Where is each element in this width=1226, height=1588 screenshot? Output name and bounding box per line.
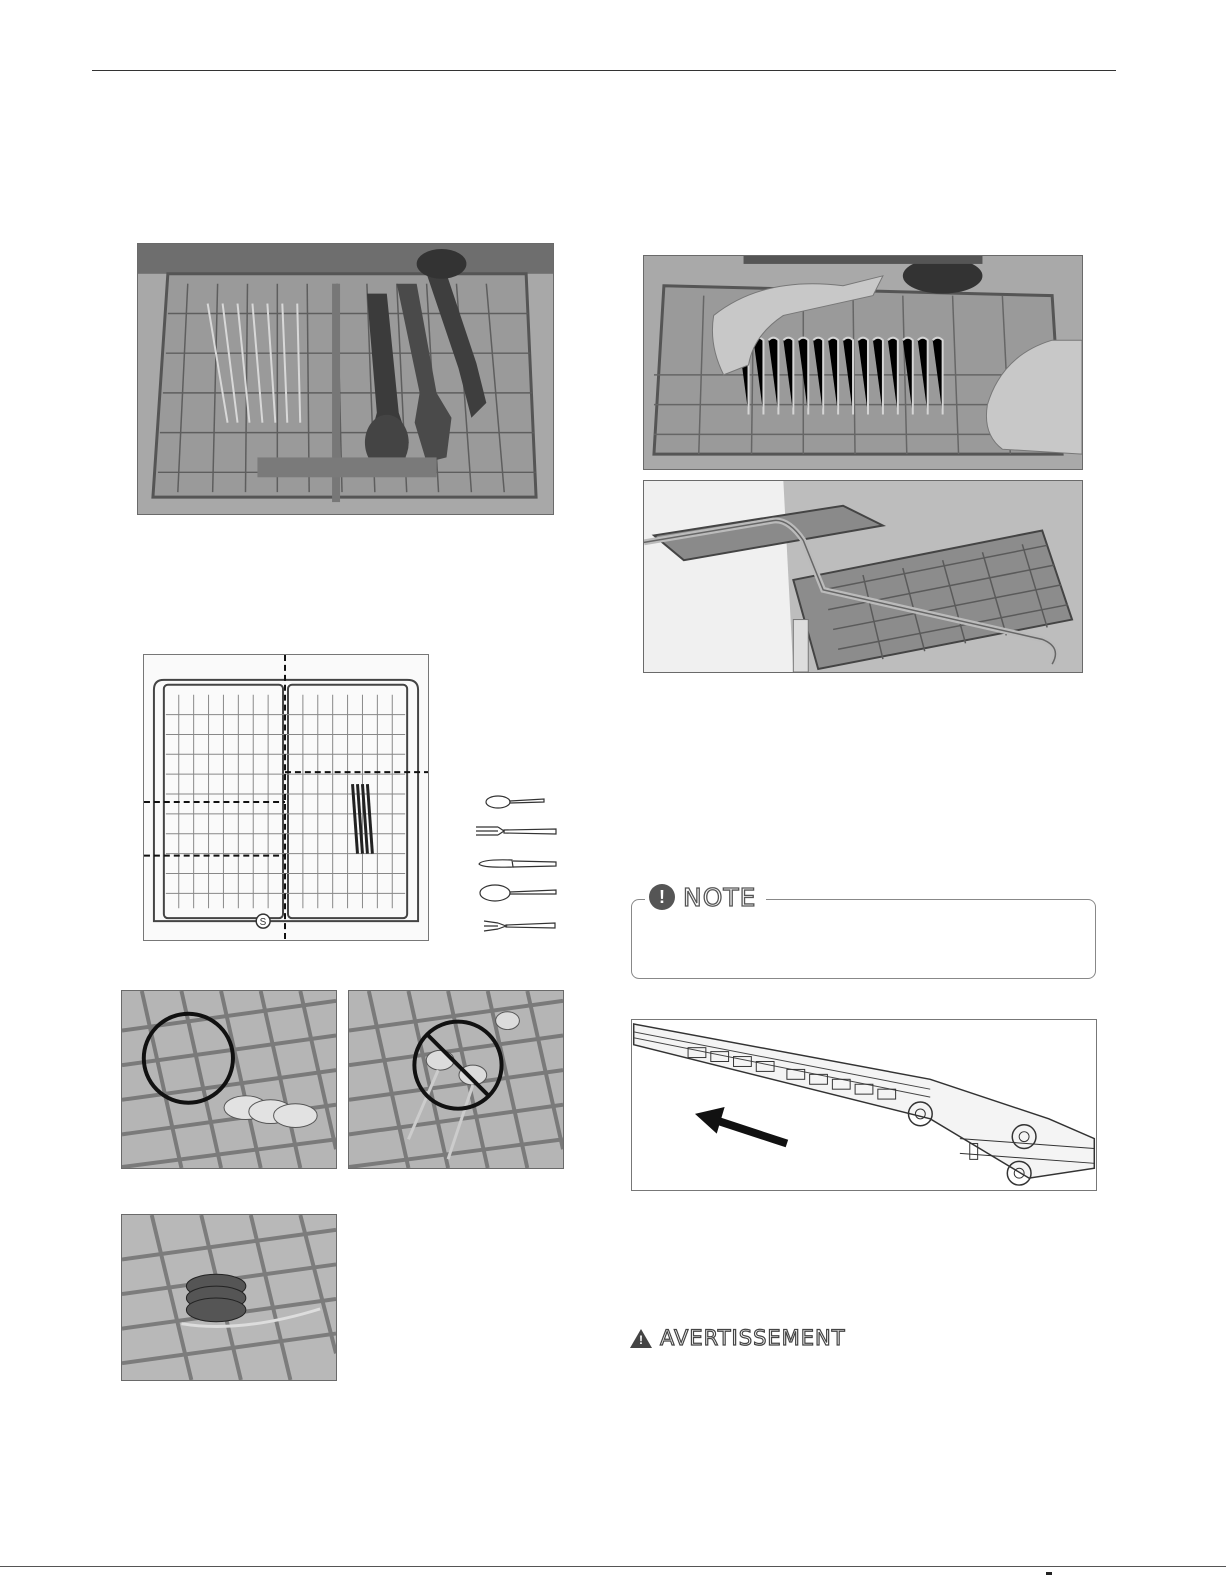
photo-incorrect-placement <box>348 990 564 1169</box>
note-label: NOTE <box>683 882 757 912</box>
teaspoon-icon <box>484 793 546 811</box>
photo-correct-placement <box>121 990 337 1169</box>
footer-rule <box>0 1566 1226 1567</box>
page-number-mark <box>1046 1572 1052 1575</box>
warning-label: AVERTISSEMENT <box>660 1326 846 1350</box>
photo-racks-extended <box>643 480 1083 673</box>
tablespoon-icon <box>478 882 558 904</box>
diagram-rack-rail <box>631 1019 1097 1191</box>
serving-fork-icon <box>482 917 557 935</box>
photo-third-rack-loaded <box>137 243 554 515</box>
note-heading <box>645 882 766 912</box>
exclamation-icon: ! <box>649 884 675 910</box>
diagram-cutlery-zones <box>143 654 429 941</box>
warning-heading <box>630 1326 846 1350</box>
knife-icon <box>477 857 558 871</box>
fork-icon <box>474 824 558 840</box>
photo-nested-cutlery <box>121 1214 337 1381</box>
warning-triangle-icon: ! <box>630 1329 652 1348</box>
header-rule <box>92 70 1116 71</box>
svg-text:S: S <box>259 917 267 929</box>
photo-adjusting-rack <box>643 255 1083 470</box>
